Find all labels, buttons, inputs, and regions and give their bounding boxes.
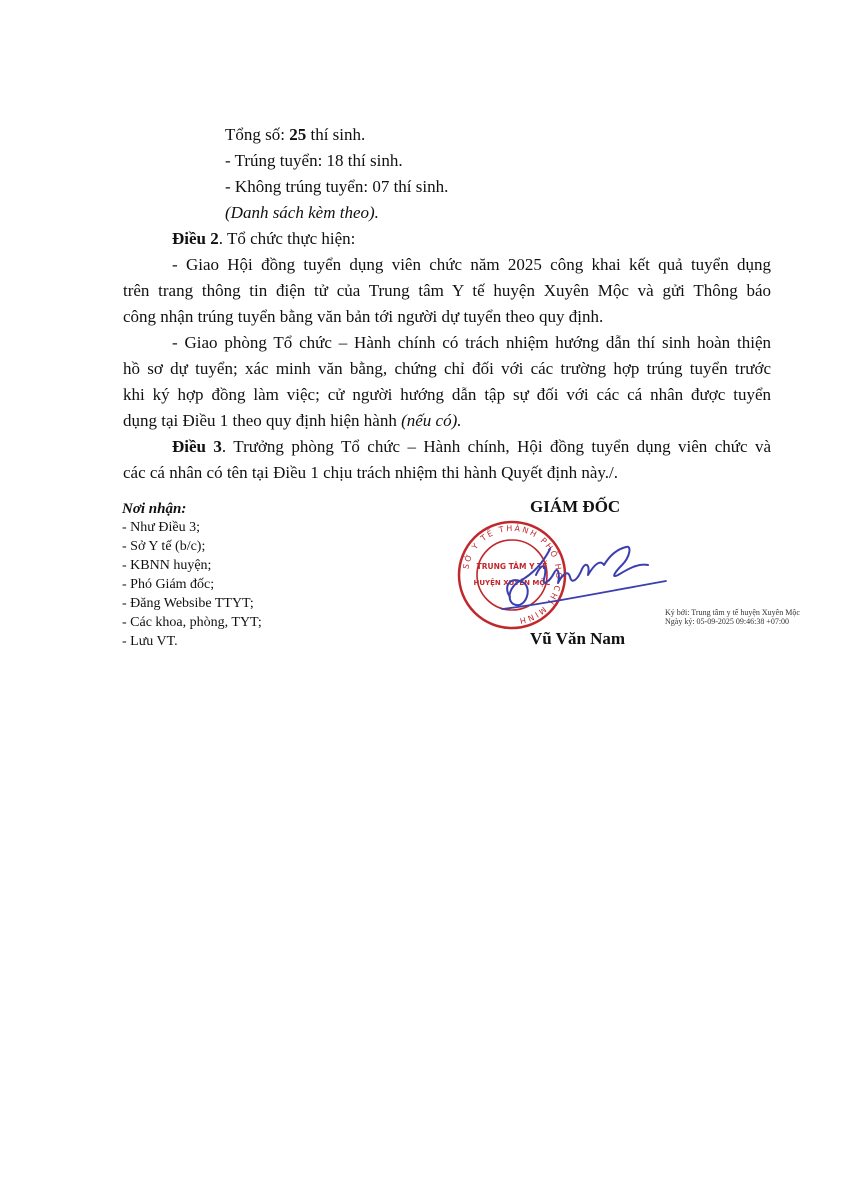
total-suffix: thí sinh.: [306, 125, 366, 144]
recipient-item: - Lưu VT.: [122, 634, 178, 649]
recipient-item: - Phó Giám đốc;: [122, 577, 215, 592]
article2-p2-line2: hồ sơ dự tuyển; xác minh văn bằng, chứng chỉ đối với các trường hợp trúng tuyển trước: [123, 359, 771, 378]
recipient-item: - KBNN huyện;: [122, 558, 212, 573]
article3-label: Điều 3: [172, 437, 222, 456]
total-prefix: Tổng số:: [225, 125, 290, 144]
signed-date: Ngày ký: 05-09-2025 09:46:38 +07:00: [665, 617, 790, 626]
article2-p2-last-note: (nếu có).: [401, 411, 462, 430]
total-line: [225, 124, 365, 146]
seal-line1: TRUNG TÂM Y TẾ: [476, 562, 548, 571]
article2-p2-last-text: dụng tại Điều 1 theo quy định hiện hành: [123, 411, 402, 430]
total-count: 25: [289, 125, 307, 144]
attached-list-note: (Danh sách kèm theo).: [225, 203, 379, 222]
article2-p1-line2: trên trang thông tin điện tử của Trung tâm Y tế huyện Xuyên Mộc và gửi Thông báo: [123, 281, 771, 300]
recipient-item: - Như Điều 3;: [122, 520, 200, 535]
passed-line: - Trúng tuyển: 18 thí sinh.: [225, 151, 403, 170]
article2-p1-line3: công nhận trúng tuyển bằng văn bản tới người dự tuyển theo quy định.: [123, 307, 604, 326]
article3-line1: [172, 436, 771, 458]
article3-line2: các cá nhân có tên tại Điều 1 chịu trách nhiệm thi hành Quyết định này./.: [123, 463, 619, 482]
article2-label: Điều 2: [172, 229, 219, 248]
signer-title: GIÁM ĐỐC: [530, 497, 621, 516]
article2-p2-line1: - Giao phòng Tổ chức – Hành chính có trách nhiệm hướng dẫn thí sinh hoàn thiện: [172, 333, 771, 352]
article3-line1-text: . Trưởng phòng Tổ chức – Hành chính, Hội đồng tuyển dụng viên chức và: [221, 437, 771, 456]
recipient-item: - Sở Y tế (b/c);: [122, 539, 206, 554]
signed-by: Ký bởi: Trung tâm y tế huyện Xuyên Mộc: [665, 608, 800, 617]
article2-title: . Tổ chức thực hiện:: [218, 229, 356, 248]
seal-line2: HUYỆN XUYÊN MỘC: [473, 579, 551, 587]
recipients-title: Nơi nhận:: [122, 501, 187, 517]
seal-outer-text: SỞ Y TẾ THÀNH PHỐ HỒ CHÍ MINH: [461, 523, 564, 626]
recipient-item: - Đăng Websibe TTYT;: [122, 596, 254, 611]
failed-line: - Không trúng tuyển: 07 thí sinh.: [225, 177, 449, 196]
article2-p2-line3: khi ký hợp đồng làm việc; cử người hướng dẫn tập sự đối với các cá nhân được tuyển: [123, 385, 771, 404]
handwritten-signature: [498, 535, 670, 615]
signer-name: Vũ Văn Nam: [530, 629, 626, 648]
article2-heading: [172, 228, 355, 250]
article2-p2-line4: [123, 410, 462, 432]
recipient-item: - Các khoa, phòng, TYT;: [122, 615, 262, 630]
article2-p1-line1: - Giao Hội đồng tuyển dụng viên chức năm 2025 công khai kết quả tuyển dụng: [172, 255, 771, 274]
